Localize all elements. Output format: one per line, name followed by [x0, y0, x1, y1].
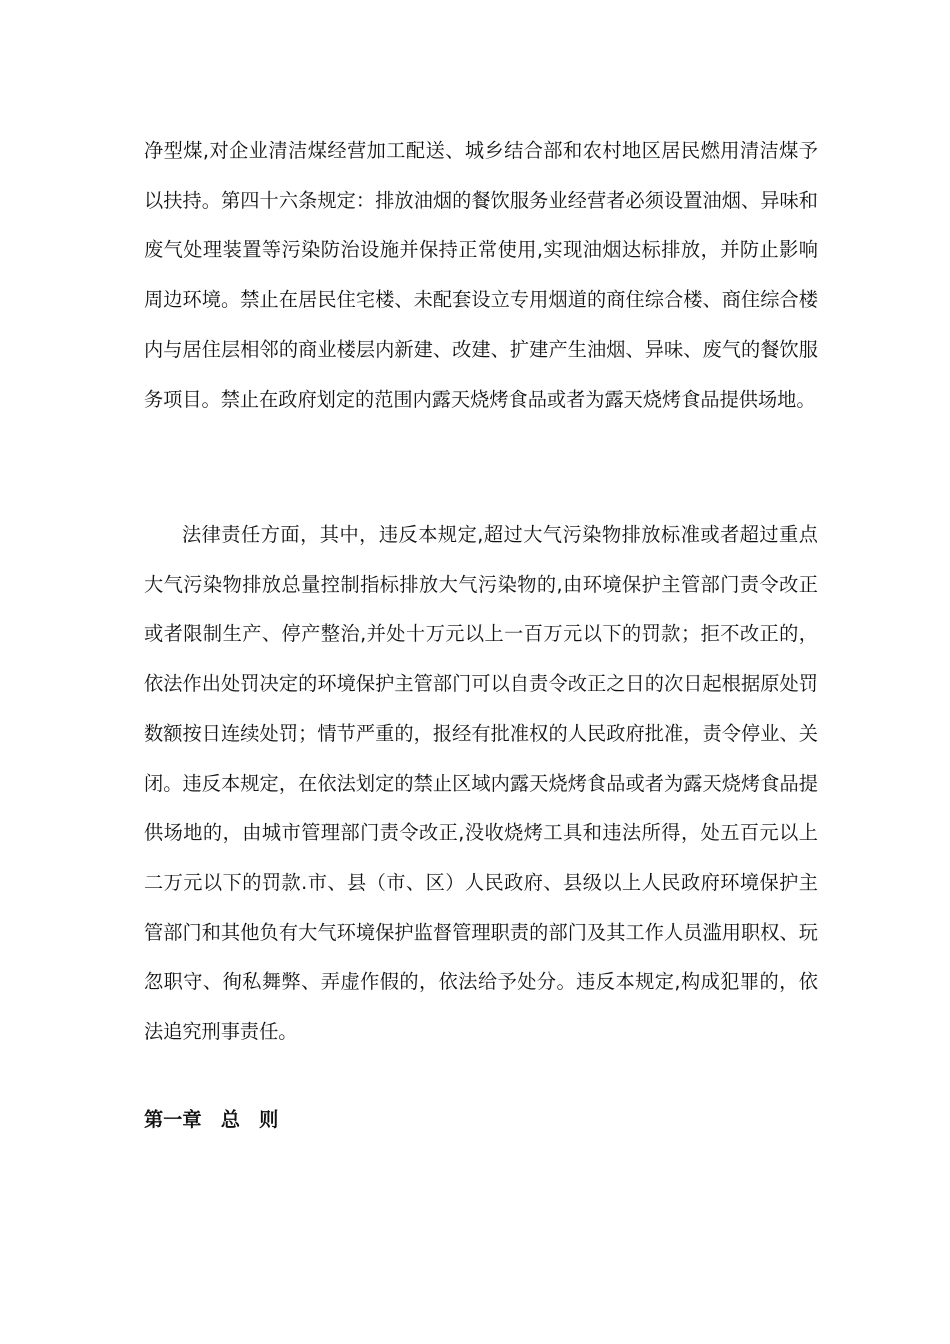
chapter-heading: 第一章 总 则	[144, 1108, 279, 1131]
body-paragraph-2: 法律责任方面，其中，违反本规定,超过大气污染物排放标准或者超过重点大气污染物排放总量控制指标排放大气污染物的,由环境保护主管部门责令改正或者限制生产、停产整治,并处十万元以上一百万元以下的罚款；拒不改正的，依法作出处罚决定的环境保护主管部门可以自责令改正之日的次日起根据原处罚数额按日连续处罚；情节严重的，报经有批准权的人民政府批准，责令停业、关闭。违反本规定，在依法划定的禁止区域内露天烧烤食品或者为露天烧烤食品提供场地的，由城市管理部门责令改正,没收烧烤工具和违法所得，处五百元以上二万元以下的罚款.市、县（市、区）人民政府、县级以上人民政府环境保护主管部门和其他负有大气环境保护监督管理职责的部门及其工作人员滥用职权、玩忽职守、徇私舞弊、弄虚作假的，依法给予处分。违反本规定,构成犯罪的，依法追究刑事责任。	[144, 523, 818, 1044]
body-paragraph-1: 净型煤,对企业清洁煤经营加工配送、城乡结合部和农村地区居民燃用清洁煤予以扶持。第四十六条规定：排放油烟的餐饮服务业经营者必须设置油烟、异味和废气处理装置等污染防治设施并保持正常使用,实现油烟达标排放，并防止影响周边环境。禁止在居民住宅楼、未配套设立专用烟道的商住综合楼、商住综合楼内与居住层相邻的商业楼层内新建、改建、扩建产生油烟、异味、废气的餐饮服务项目。禁止在政府划定的范围内露天烧烤食品或者为露天烧烤食品提供场地。	[144, 139, 818, 411]
